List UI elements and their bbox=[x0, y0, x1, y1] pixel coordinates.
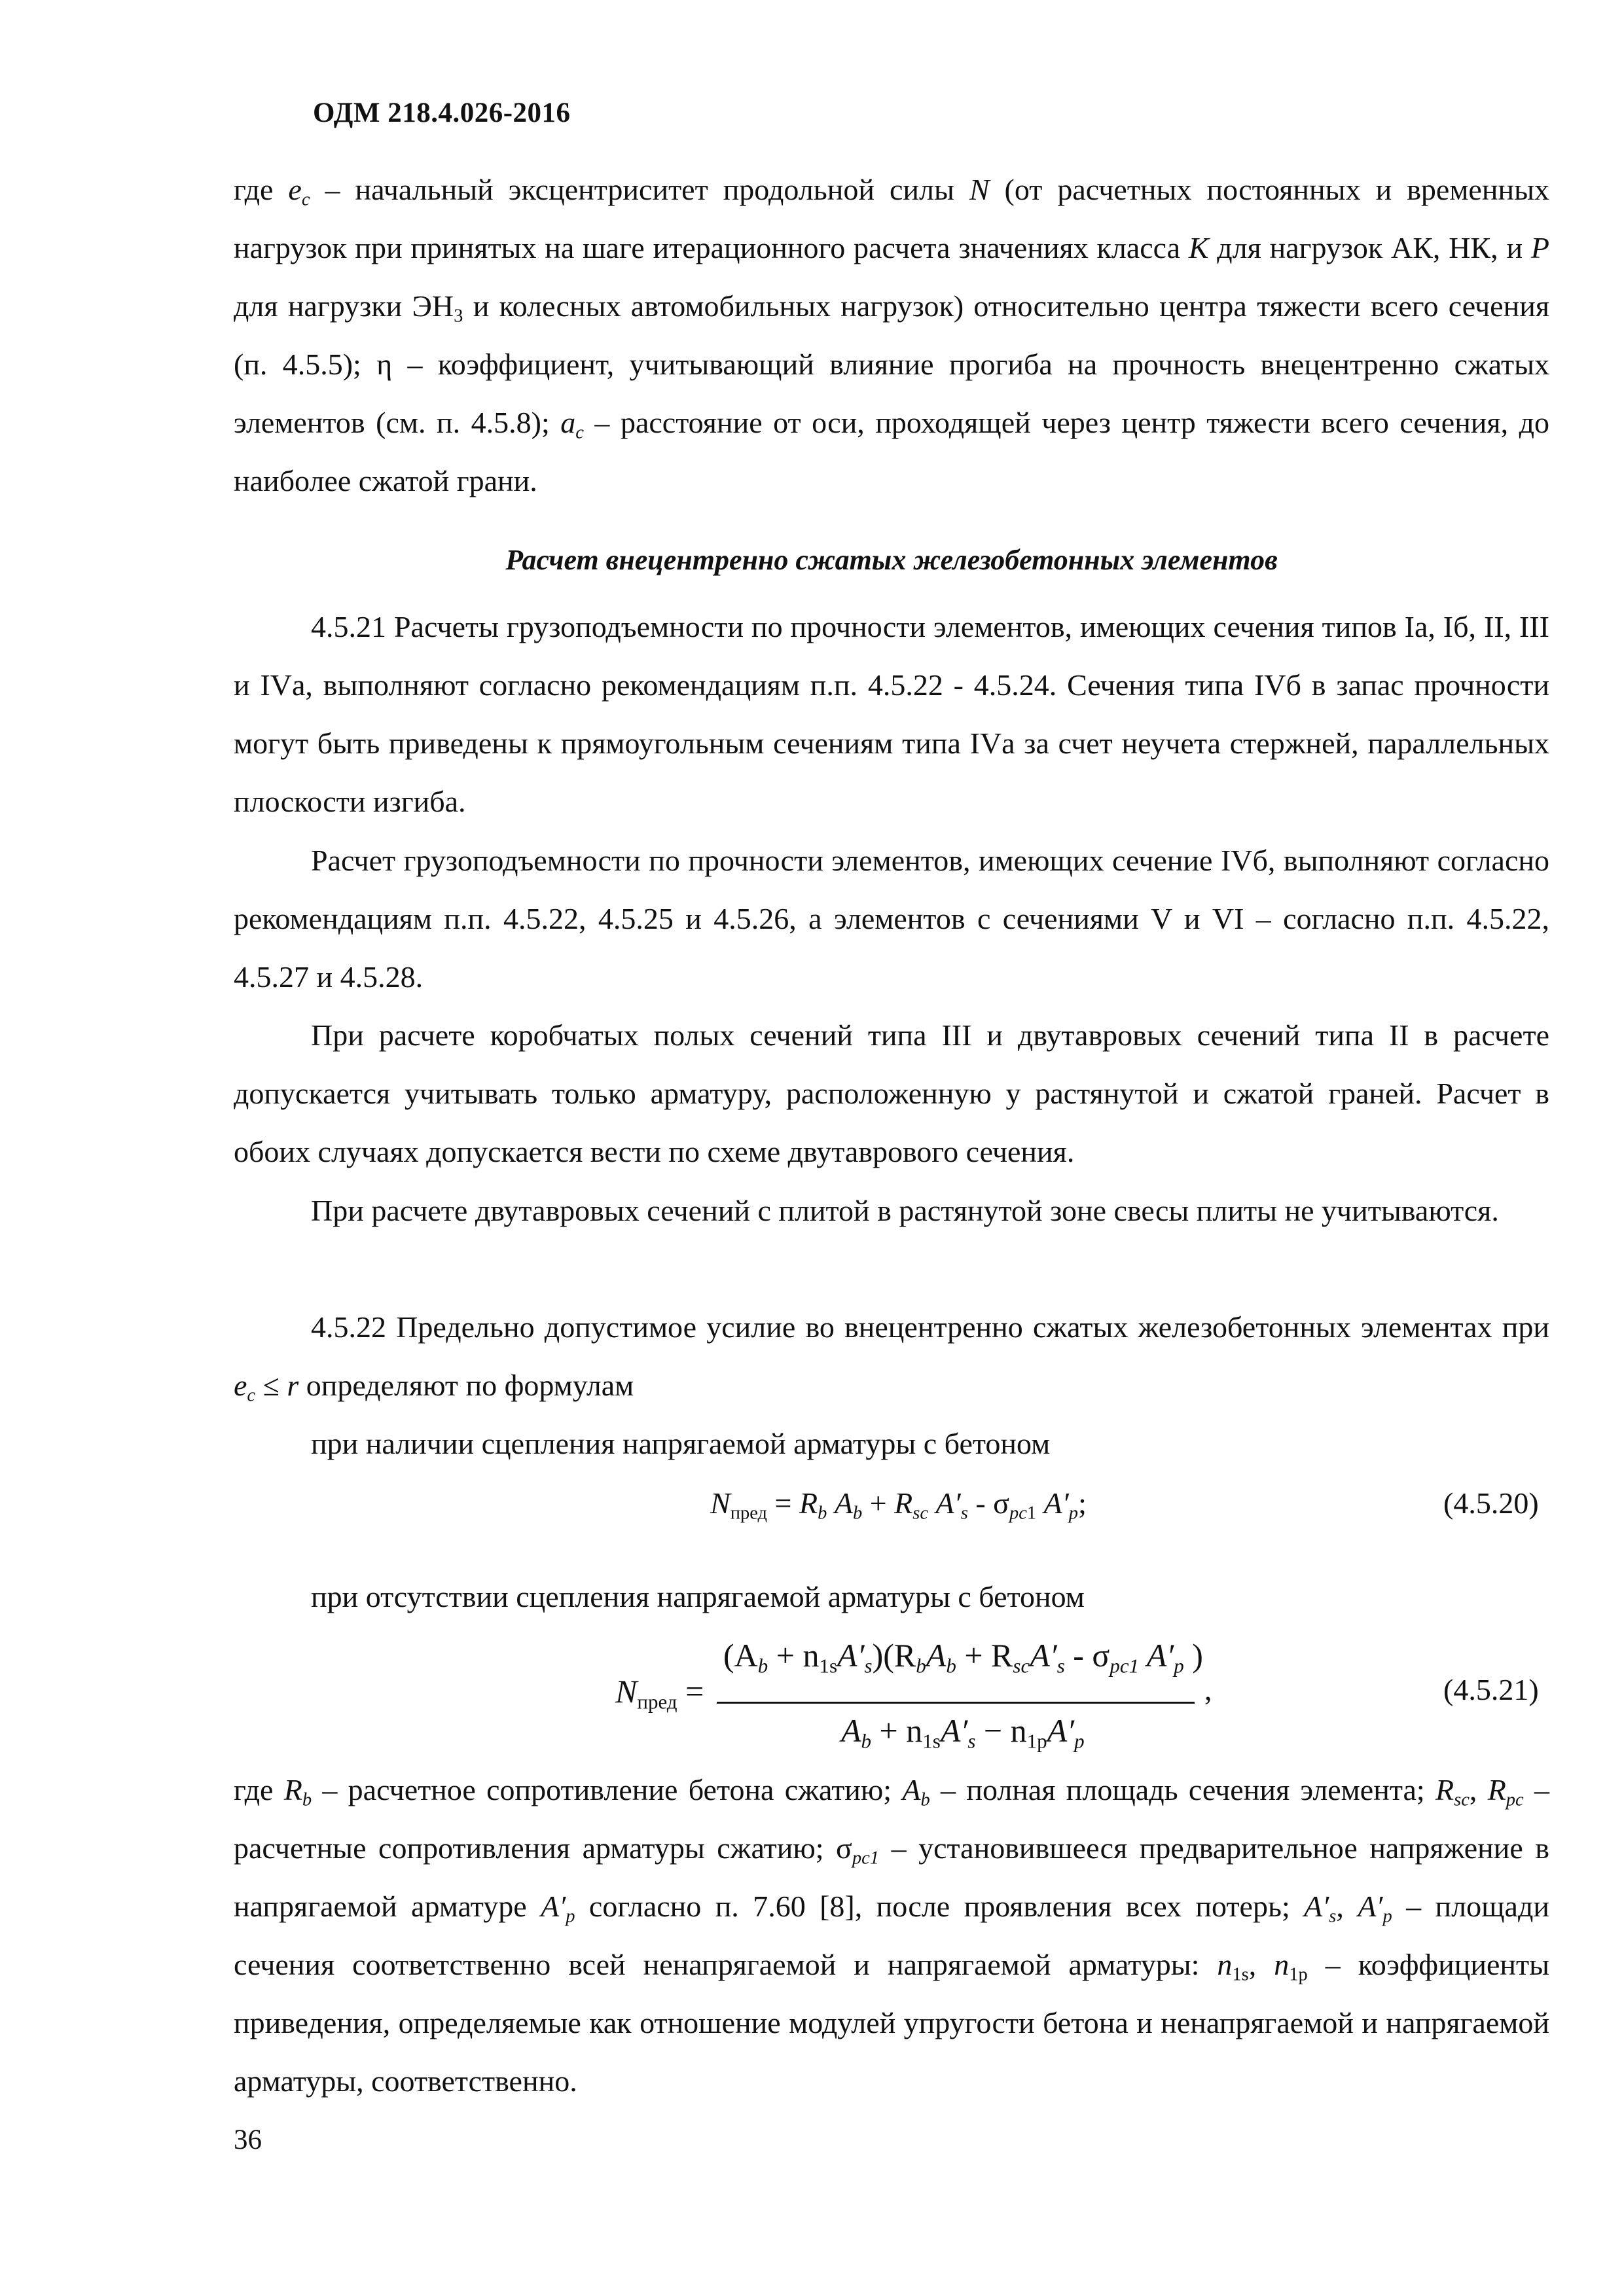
paragraph-with-bond: при наличии сцепления напрягаемой арматуры с бетоном bbox=[311, 1427, 1051, 1460]
intro-paragraph: где $e_c$ – начальный эксцентриситет продольной силы N (от расчетных постоянных и временных нагрузок при принятых на шаге итерационного расчета значениях класса К для нагрузок АК, НК, и Р для нагрузки $ЭН_3$ и колесных автомобильных нагрузок) относительно центра тяжести всего сечения (п. 4.5.5); η – коэффициент, учитывающий влияние прогиба на прочность внецентренно сжатых элементов (см. п. 4.5.8); $a_c$ – расстояние от оси, проходящей через центр тяжести всего сечения, до наиболее сжатой грани. bbox=[234, 173, 1549, 497]
page-number: 36 bbox=[234, 2125, 262, 2155]
paragraph-box-sections: При расчете коробчатых полых сечений типа III и двутавровых сечений типа II в расчете допускается учитывать только арматуру, расположенную у растянутой и сжатой граней. Расчет в обоих случаях допускается вести по схеме двутаврового сечения. bbox=[234, 1018, 1549, 1168]
section-title: Расчет внецентренно сжатых железобетонных элементов bbox=[505, 544, 1278, 576]
formula-4-5-21-lhs: $N_{пред}$ = bbox=[615, 1673, 704, 1713]
formula-4-5-21-denominator: $A_b + n_{1s}A'_s - n_{1p}A'_p$ bbox=[841, 1712, 1085, 1753]
paragraph-without-bond: при отсутствии сцепления напрягаемой арматуры с бетоном bbox=[311, 1580, 1085, 1613]
document-code-header: ОДМ 218.4.026-2016 bbox=[313, 98, 571, 128]
paragraph-4-5-21: 4.5.21 Расчеты грузоподъемности по прочности элементов, имеющих сечения типов Iа, Iб, II, III и IVа, выполняют согласно рекомендациям п.п. 4.5.22 - 4.5.24. Сечения типа IVб в запас прочности могут быть приведены к прямоугольным сечениям типа IVа за счет неучета стержней, параллельных плоскости изгиба. bbox=[234, 610, 1549, 818]
paragraph-4-5-22: 4.5.22 Предельно допустимое усилие во внецентренно сжатых железобетонных элементах при $e_c \le r$ определяют по формулам bbox=[234, 1310, 1549, 1406]
formula-4-5-20: $N_{пред} = R_b$ $A_b + R_{sc}$ $A'_s - \sigma_{pc1}$ $A'_p$; bbox=[710, 1486, 1087, 1524]
definitions-paragraph: где $R_b$ – расчетное сопротивление бетона сжатию; $A_b$ – полная площадь сечения элемента; $R_{sc}$, $R_{pc}$ – расчетные сопротивления арматуры сжатию; $\sigma_{pc1}$ – установившееся предварительное напряжение в напрягаемой арматуре $A'_p$ согласно п. 7.60 [8], после проявления всех потерь; $A'_s$, $A'_p$ – площади сечения соответственно всей ненапрягаемой и напрягаемой арматуры: $n_{1s}$, $n_{1p}$ – коэффициенты приведения, определяемые как отношение модулей упругости бетона и ненапрягаемой и напрягаемой арматуры, соответственно. bbox=[234, 1773, 1550, 2098]
equation-number-4-5-20: (4.5.20) bbox=[1443, 1486, 1539, 1520]
formula-4-5-21-numerator: $(A_b + n_{1s}A'_s)(R_bA_b + R_{sc}A'_s - \sigma_{pc1}$ $A'_p$ ) bbox=[723, 1637, 1203, 1677]
equation-number-4-5-21: (4.5.21) bbox=[1443, 1673, 1539, 1706]
formula-4-5-21-comma: , bbox=[1204, 1673, 1212, 1706]
paragraph-capacity: Расчет грузоподъемности по прочности элементов, имеющих сечение IVб, выполняют согласно рекомендациям п.п. 4.5.22, 4.5.25 и 4.5.26, а элементов с сечениями V и VI – согласно п.п. 4.5.22, 4.5.27 и 4.5.28. bbox=[234, 844, 1549, 994]
fraction-bar bbox=[717, 1702, 1195, 1704]
paragraph-i-beam: При расчете двутавровых сечений с плитой в растянутой зоне свесы плиты не учитываются. bbox=[311, 1194, 1499, 1227]
